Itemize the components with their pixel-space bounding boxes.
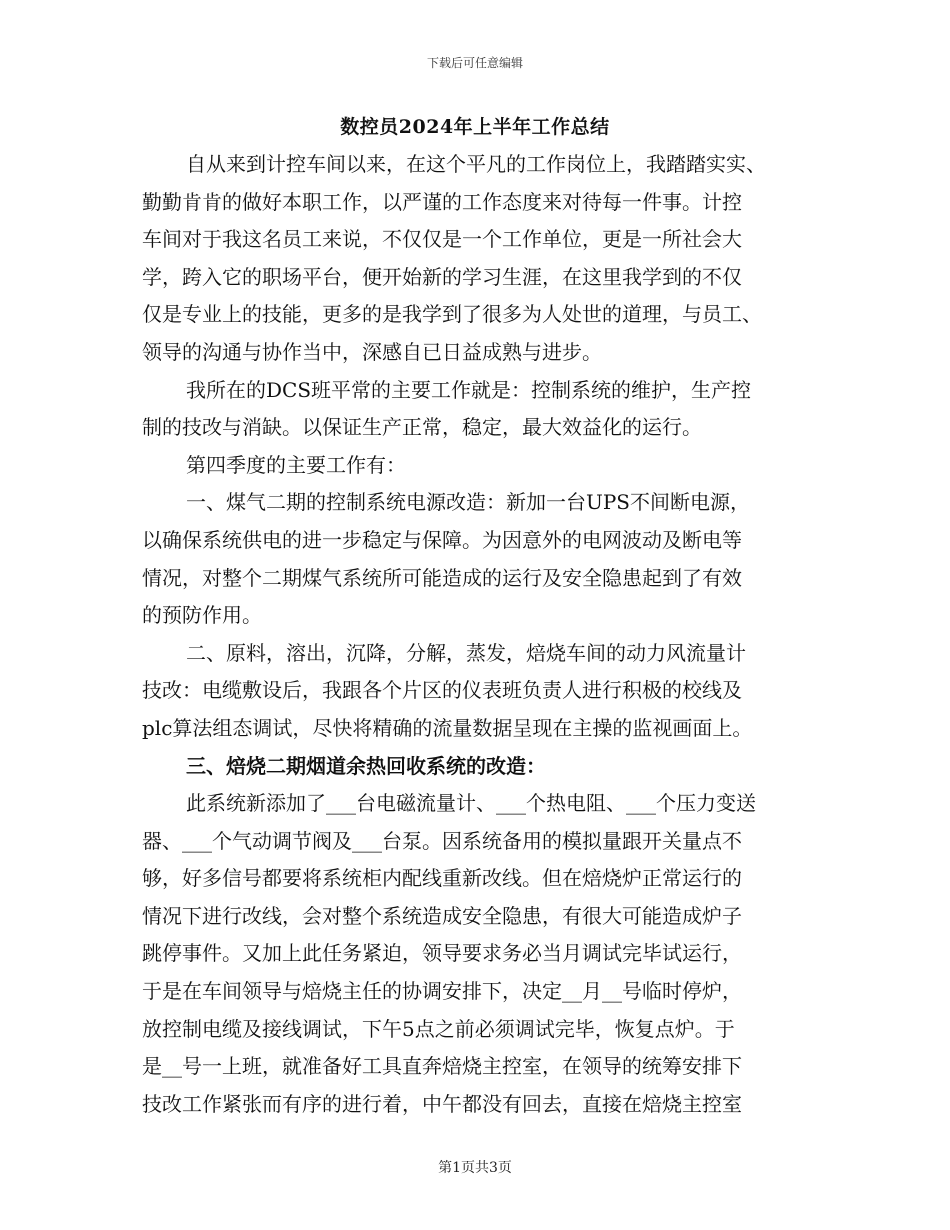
body-line: 跳停事件。又加上此任务紧迫，领导要求务必当月调试完毕试运行， bbox=[142, 941, 742, 966]
body-line: plc算法组态调试，尽快将精确的流量数据呈现在主操的监视画面上。 bbox=[142, 715, 753, 740]
body-line: 制的技改与消缺。以保证生产正常，稳定，最大效益化的运行。 bbox=[142, 415, 702, 440]
body-line: 器、___个气动调节阀及___台泵。因系统备用的模拟量跟开关量点不 bbox=[142, 828, 742, 853]
body-line: 一、煤气二期的控制系统电源改造：新加一台UPS不间断电源， bbox=[186, 490, 751, 515]
body-line: 领导的沟通与协作当中，深感自已日益成熟与进步。 bbox=[142, 339, 602, 364]
page-footer: 第1页共3页 bbox=[438, 1160, 512, 1176]
body-line: 仅是专业上的技能，更多的是我学到了很多为人处世的道理，与员工、 bbox=[142, 302, 762, 327]
body-line: 二、原料，溶出，沉降，分解，蒸发，焙烧车间的动力风流量计 bbox=[186, 640, 746, 665]
body-line: 此系统新添加了___台电磁流量计、___个热电阻、___个压力变送 bbox=[186, 791, 756, 816]
body-line: 第四季度的主要工作有： bbox=[186, 452, 406, 477]
body-line: 勤勤肯肯的做好本职工作，以严谨的工作态度来对待每一件事。计控 bbox=[142, 189, 742, 214]
document-title: 数控员2024年上半年工作总结 bbox=[340, 116, 610, 138]
document-body bbox=[142, 146, 810, 1123]
body-line: 我所在的DCS班平常的主要工作就是：控制系统的维护，生产控 bbox=[186, 377, 752, 402]
body-line: 学，跨入它的职场平台，便开始新的学习生涯，在这里我学到的不仅 bbox=[142, 264, 742, 289]
body-line: 是__号一上班，就准备好工具直奔焙烧主控室，在领导的统筹安排下 bbox=[142, 1054, 742, 1079]
section-heading: 三、焙烧二期烟道余热回收系统的改造： bbox=[186, 753, 546, 778]
body-line: 自从来到计控车间以来，在这个平凡的工作岗位上，我踏踏实实、 bbox=[186, 152, 766, 176]
body-line: 于是在车间领导与焙烧主任的协调安排下，决定__月__号临时停炉， bbox=[142, 979, 742, 1004]
body-line: 放控制电缆及接线调试，下午5点之前必须调试完毕，恢复点炉。于 bbox=[142, 1016, 735, 1041]
body-line: 情况下进行改线，会对整个系统造成安全隐患，有很大可能造成炉子 bbox=[142, 903, 742, 928]
body-line: 技改：电缆敷设后，我跟各个片区的仪表班负责人进行积极的校线及 bbox=[142, 678, 742, 703]
page-header: 下载后可任意编辑 bbox=[426, 56, 523, 70]
body-line: 够，好多信号都要将系统柜内配线重新改线。但在焙烧炉正常运行的 bbox=[142, 866, 742, 891]
body-line: 情况，对整个二期煤气系统所可能造成的运行及安全隐患起到了有效 bbox=[142, 565, 742, 590]
body-line: 车间对于我这名员工来说，不仅仅是一个工作单位，更是一所社会大 bbox=[142, 227, 742, 252]
body-line: 技改工作紧张而有序的进行着，中午都没有回去，直接在焙烧主控室 bbox=[142, 1091, 742, 1116]
body-line: 以确保系统供电的进一步稳定与保障。为因意外的电网波动及断电等 bbox=[142, 527, 742, 552]
body-line: 的预防作用。 bbox=[142, 603, 262, 628]
